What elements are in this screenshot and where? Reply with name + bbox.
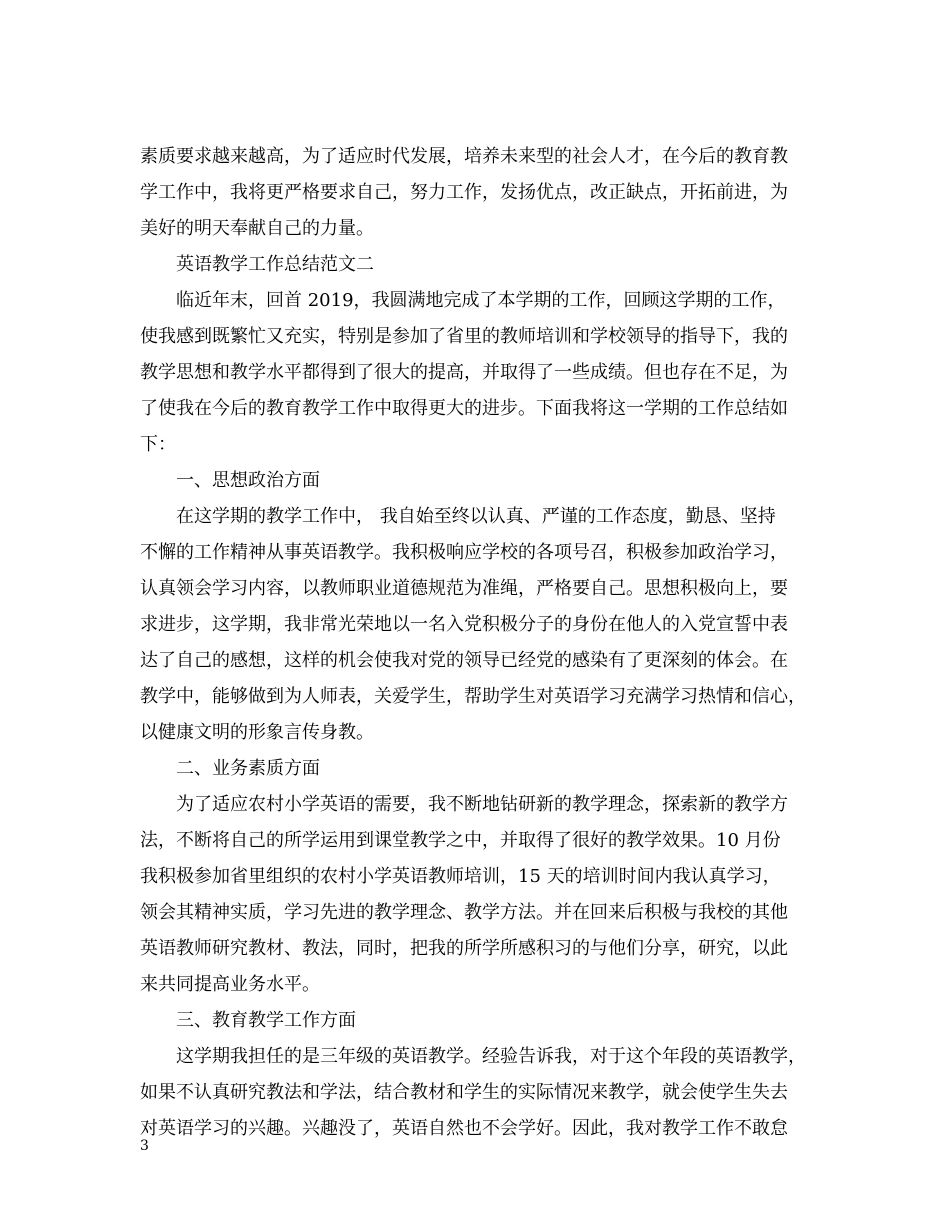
text-line: 英语教师研究教材、教法，同时，把我的所学所感积习的与他们分享，研究，以此 [140, 938, 788, 959]
section-heading: 英语教学工作总结范文二 [176, 254, 374, 275]
text-line: 临近年末，回首 2019，我圆满地完成了本学期的工作，回顾这学期的工作， [176, 290, 786, 311]
text-line: 达了自己的感想，这样的机会使我对党的领导已经党的感染有了更深刻的体会。在 [140, 650, 788, 671]
text-line: 如果不认真研究教法和学法，结合教材和学生的实际情况来教学，就会使学生失去 [140, 1082, 788, 1103]
text-line: 以健康文明的形象言传身教。 [140, 722, 374, 743]
section-heading: 三、教育教学工作方面 [176, 1010, 356, 1031]
text-line: 我积极参加省里组织的农村小学英语教师培训，15 天的培训时间内我认真学习， [140, 866, 781, 887]
text-line: 来共同提高业务水平。 [140, 974, 320, 995]
text-line: 使我感到既繁忙又充实，特别是参加了省里的教师培训和学校领导的指导下，我的 [140, 326, 788, 347]
text-line: 对英语学习的兴趣。兴趣没了，英语自然也不会学好。因此，我对教学工作不敢怠 [140, 1118, 788, 1139]
text-line: 认真领会学习内容，以教师职业道德规范为准绳，严格要自己。思想积极向上，要 [140, 578, 788, 599]
text-line: 不懈的工作精神从事英语教学。我积极响应学校的各项号召，积极参加政治学习， [140, 542, 788, 563]
text-line: 了使我在今后的教育教学工作中取得更大的进步。下面我将这一学期的工作总结如 [140, 398, 788, 419]
text-line: 求进步，这学期，我非常光荣地以一名入党积极分子的身份在他人的入党宣誓中表 [140, 614, 788, 635]
section-heading: 二、业务素质方面 [176, 758, 320, 779]
text-line: 教学中，能够做到为人师表，关爱学生，帮助学生对英语学习充满学习热情和信心， [140, 686, 806, 707]
text-line: 这学期我担任的是三年级的英语教学。经验告诉我，对于这个年段的英语教学， [176, 1046, 806, 1067]
text-line: 美好的明天奉献自己的力量。 [140, 218, 374, 239]
text-line: 下： [140, 434, 176, 455]
text-line: 法，不断将自己的所学运用到课堂教学之中，并取得了很好的教学效果。10 月份 [140, 830, 781, 851]
section-heading: 一、思想政治方面 [176, 470, 320, 491]
text-line: 教学思想和教学水平都得到了很大的提高，并取得了一些成绩。但也存在不足，为 [140, 362, 788, 383]
text-line: 学工作中，我将更严格要求自己，努力工作，发扬优点，改正缺点，开拓前进，为 [140, 182, 788, 203]
text-line: 为了适应农村小学英语的需要，我不断地钻研新的教学理念，探索新的教学方 [176, 794, 788, 815]
text-line: 素质要求越来越高，为了适应时代发展，培养未来型的社会人才，在今后的教育教 [140, 146, 788, 167]
text-line: 在这学期的教学工作中， 我自始至终以认真、严谨的工作态度，勤恳、坚持 [176, 506, 776, 527]
page-number: 3 [140, 1138, 149, 1154]
text-line: 领会其精神实质，学习先进的教学理念、教学方法。并在回来后积极与我校的其他 [140, 902, 788, 923]
